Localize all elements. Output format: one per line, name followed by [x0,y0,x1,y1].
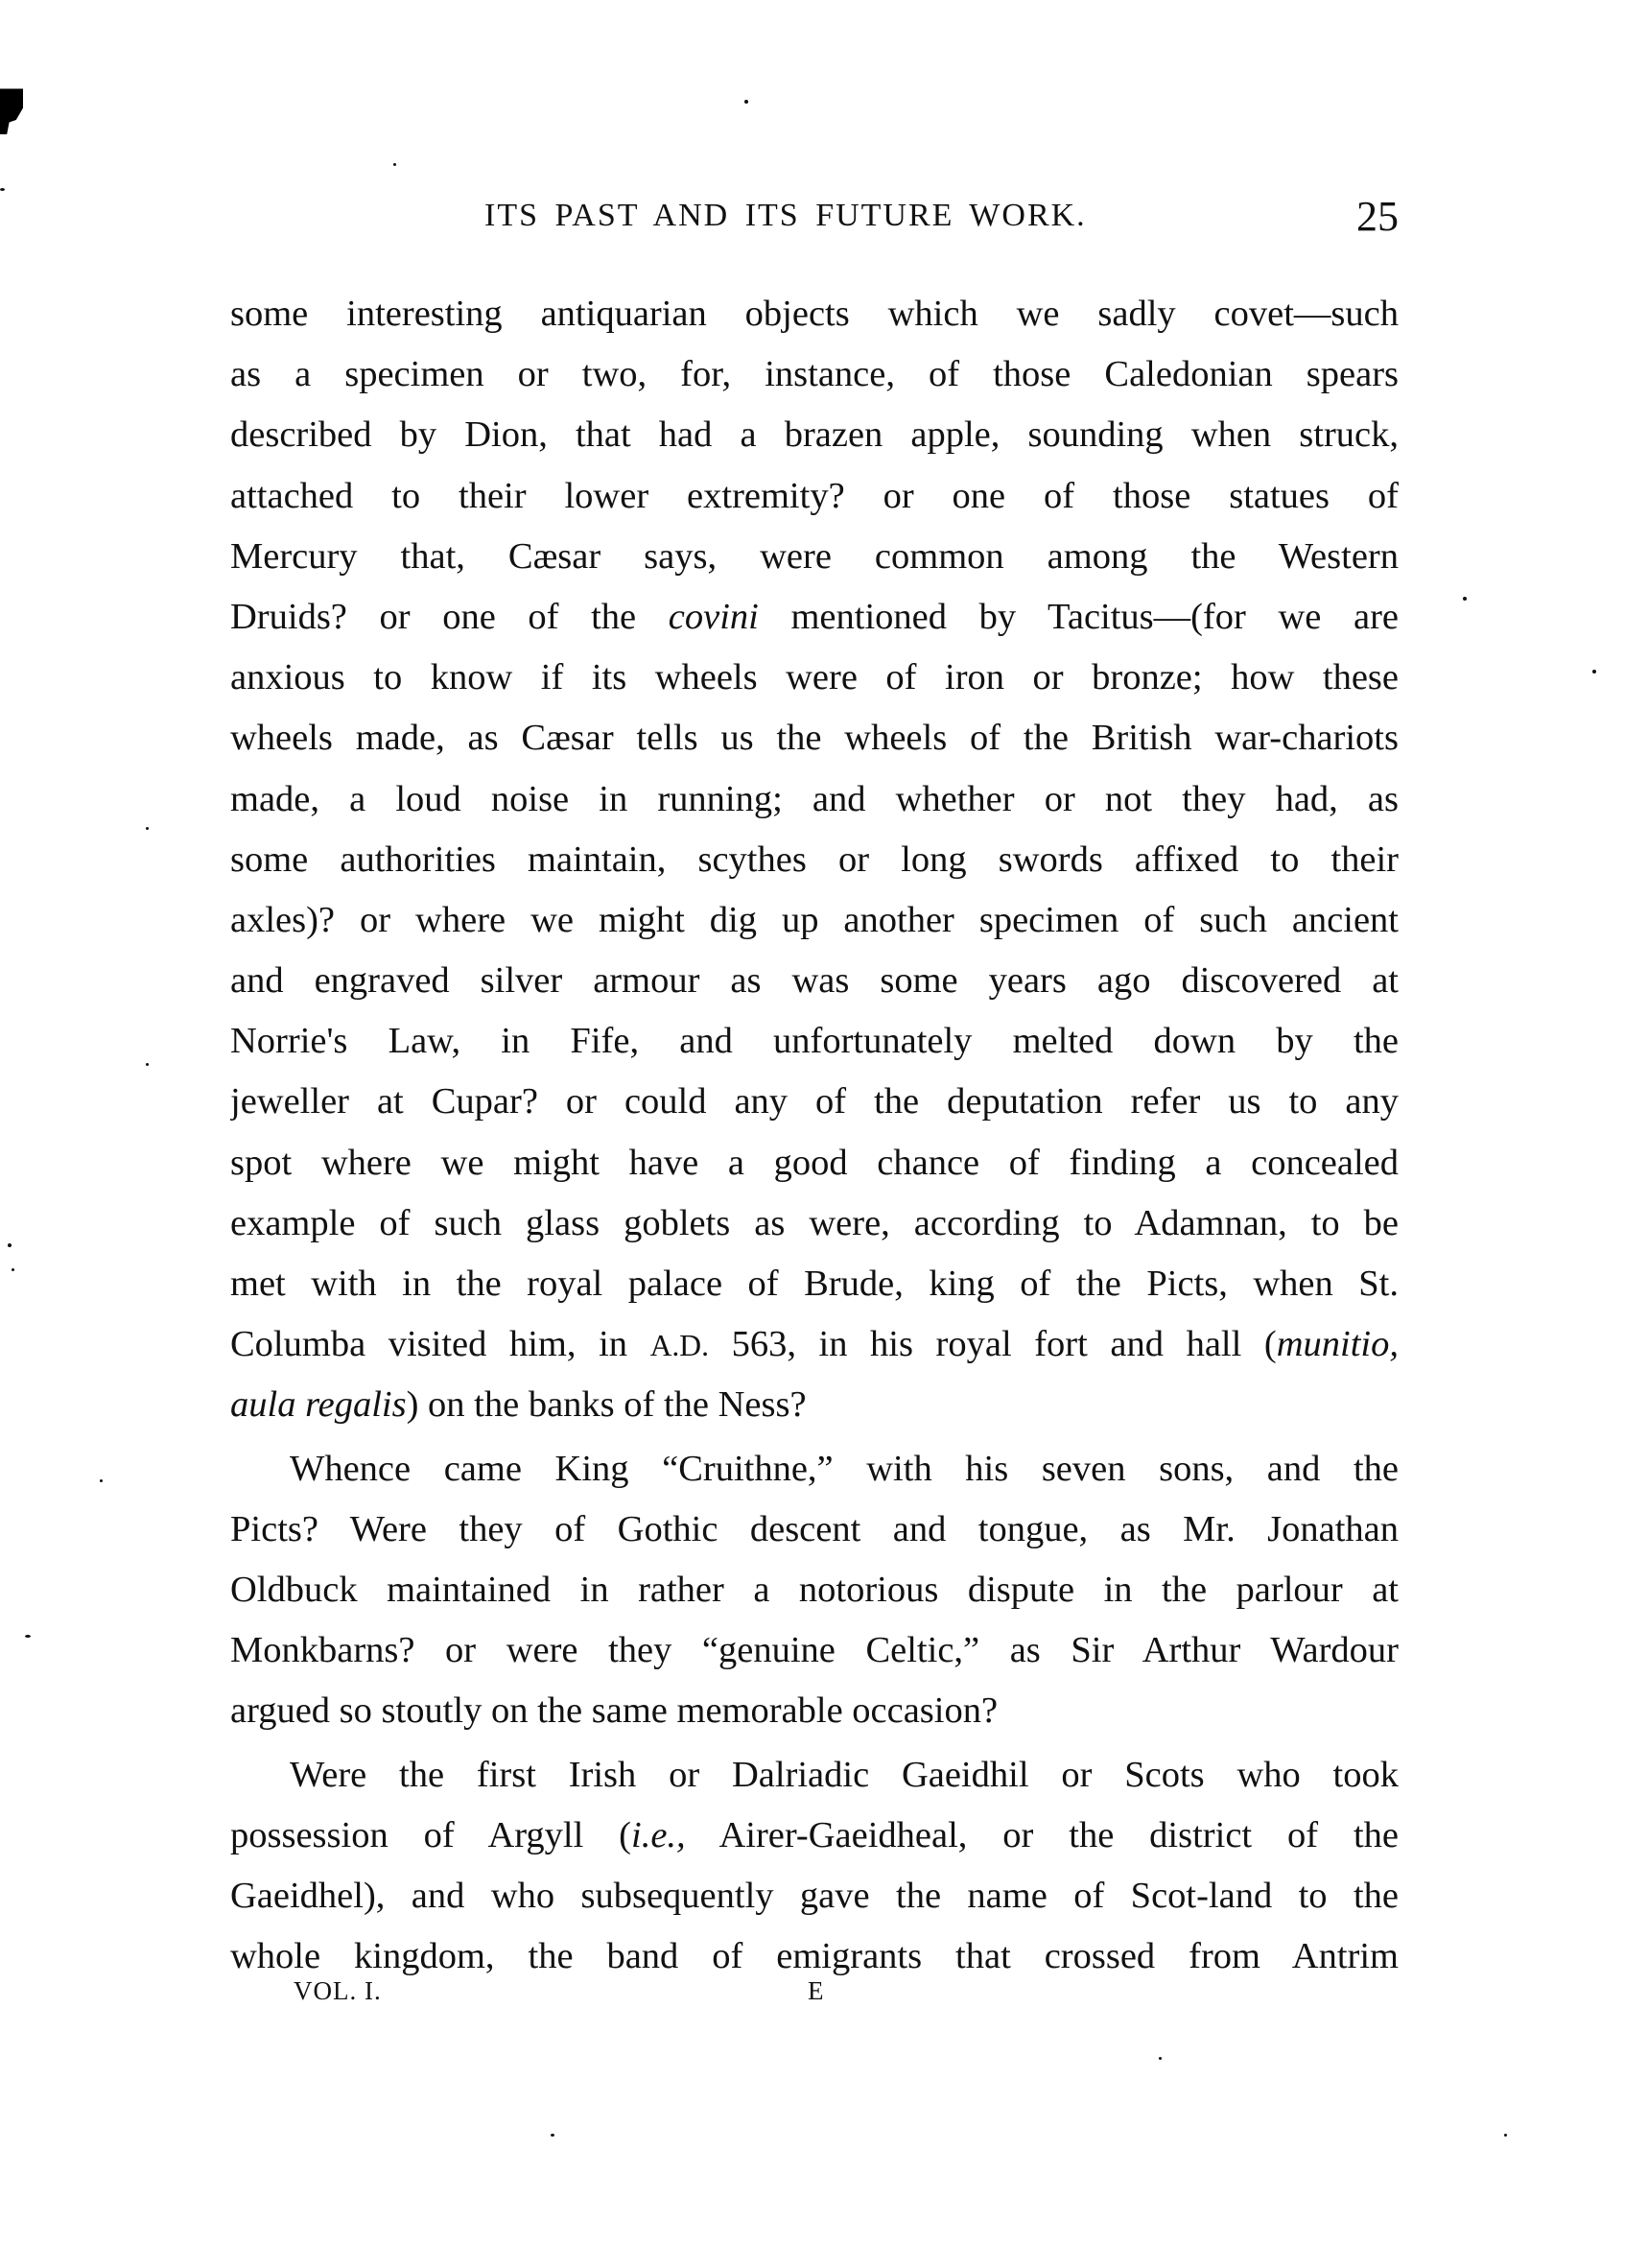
paragraph [230,1745,1399,1988]
text-line [230,1681,1399,1741]
text-segment: Monkbarns? or were they “genuine Celtic,” as Sir Arthur Wardour [230,1630,1399,1671]
text-segment: Gaeidhel), and who subsequently gave the name of Scot-land to the [230,1875,1399,1916]
text-segment: jeweller at Cupar? or could any of the deputation refer us to any [230,1081,1399,1122]
text-line [230,405,1399,465]
scan-speck [100,1479,103,1482]
scan-speck [25,1635,31,1638]
running-head [230,192,1399,249]
text-segment: Mercury that, Cæsar says, were common among the Western [230,535,1399,577]
scan-speck [1463,597,1467,601]
paragraph [230,1439,1399,1742]
text-segment: spot where we might have a good chance of finding a concealed [230,1142,1399,1183]
text-line [230,830,1399,890]
scan-speck [146,827,149,830]
scan-speck [1504,2134,1507,2137]
text-segment: attached to their lower extremity? or one of those statues of [230,475,1399,516]
text-line [230,1620,1399,1681]
small-caps-text: A.D. [649,1329,709,1363]
scan-speck [1592,670,1596,673]
scan-speck [146,1063,149,1066]
text-line [230,1133,1399,1193]
text-line [230,1439,1399,1500]
scan-speck [551,2134,554,2137]
scan-speck [744,100,748,104]
italic-text: i.e., [631,1814,686,1855]
text-line [230,1254,1399,1314]
text-segment: described by Dion, that had a brazen apple, sounding when struck, [230,414,1399,456]
text-line [230,890,1399,951]
text-line [230,1560,1399,1620]
text-line [230,1806,1399,1866]
text-segment: anxious to know if its wheels were of iron or bronze; how these [230,657,1399,698]
scan-speck [393,163,396,166]
text-line [230,1745,1399,1806]
text-line [230,951,1399,1011]
text-line [230,466,1399,527]
text-segment: whole kingdom, the band of emigrants that crossed from Antrim [230,1936,1399,1977]
text-line [230,1072,1399,1132]
page-number: 25 [1356,193,1399,240]
signature-letter: E [808,1976,825,2005]
text-line [230,527,1399,587]
text-line [230,708,1399,768]
text-segment: Whence came King “Cruithne,” with his seven sons, and the [290,1448,1399,1489]
italic-text: munitio, [1276,1324,1399,1365]
text-line [230,648,1399,708]
scan-speck [8,1243,12,1247]
text-segment: possession of Argyll ( [230,1814,631,1855]
text-segment: Columba visited him, in [230,1324,650,1365]
text-segment: example of such glass goblets as were, according to Adamnan, to be [230,1202,1399,1243]
text-segment: Oldbuck maintained in rather a notorious dispute in the parlour at [230,1569,1399,1610]
scan-edge-blot [0,86,23,134]
italic-text: aula regalis [230,1384,407,1426]
paragraph [230,284,1399,1436]
text-segment: argued so stoutly on the same memorable occasion? [230,1690,999,1732]
text-segment: Druids? or one of the [230,596,669,637]
text-line [230,1375,1399,1435]
text-line [230,1866,1399,1926]
text-segment: mentioned by Tacitus—(for we are [758,596,1399,637]
text-segment: some interesting antiquarian objects which we sadly covet—such [230,294,1399,334]
text-segment: as a specimen or two, for, instance, of those Caledonian spears [230,354,1399,395]
text-segment: some authorities maintain, scythes or long swords affixed to their [230,839,1399,880]
text-line [230,1193,1399,1254]
text-segment: Were the first Irish or Dalriadic Gaeidhil or Scots who took [290,1754,1399,1795]
text-segment: Airer-Gaeidheal, or the district of the [685,1814,1399,1855]
body-text [230,284,1399,1987]
text-segment: 563, in his royal fort and hall ( [708,1324,1277,1365]
text-line [230,344,1399,405]
text-segment: axles)? or where we might dig up another specimen of such ancient [230,899,1399,940]
text-line [230,587,1399,648]
text-segment: wheels made, as Cæsar tells us the wheels of the British war-chariots [230,718,1399,759]
text-line [230,1500,1399,1560]
scan-speck [1159,2057,1162,2060]
text-segment: met with in the royal palace of Brude, king of the Picts, when St. [230,1264,1399,1304]
text-segment: made, a loud noise in running; and whether or not they had, as [230,778,1399,819]
text-line [230,284,1399,344]
text-line [230,1314,1399,1375]
italic-text: covini [668,596,759,637]
scan-speck [12,1268,14,1271]
text-line [230,1011,1399,1072]
text-segment: ) on the banks of the Ness? [406,1384,807,1426]
volume-signature: VOL. I. [294,1976,382,2005]
text-segment: Picts? Were they of Gothic descent and tongue, as Mr. Jonathan [230,1508,1399,1549]
text-segment: and engraved silver armour as was some years ago discovered at [230,960,1399,1002]
text-line [230,769,1399,830]
page-footer [230,1976,1399,2024]
running-title: ITS PAST AND ITS FUTURE WORK. [484,198,1087,233]
scan-speck [0,188,5,191]
text-segment: Norrie's Law, in Fife, and unfortunately melted down by the [230,1021,1399,1062]
